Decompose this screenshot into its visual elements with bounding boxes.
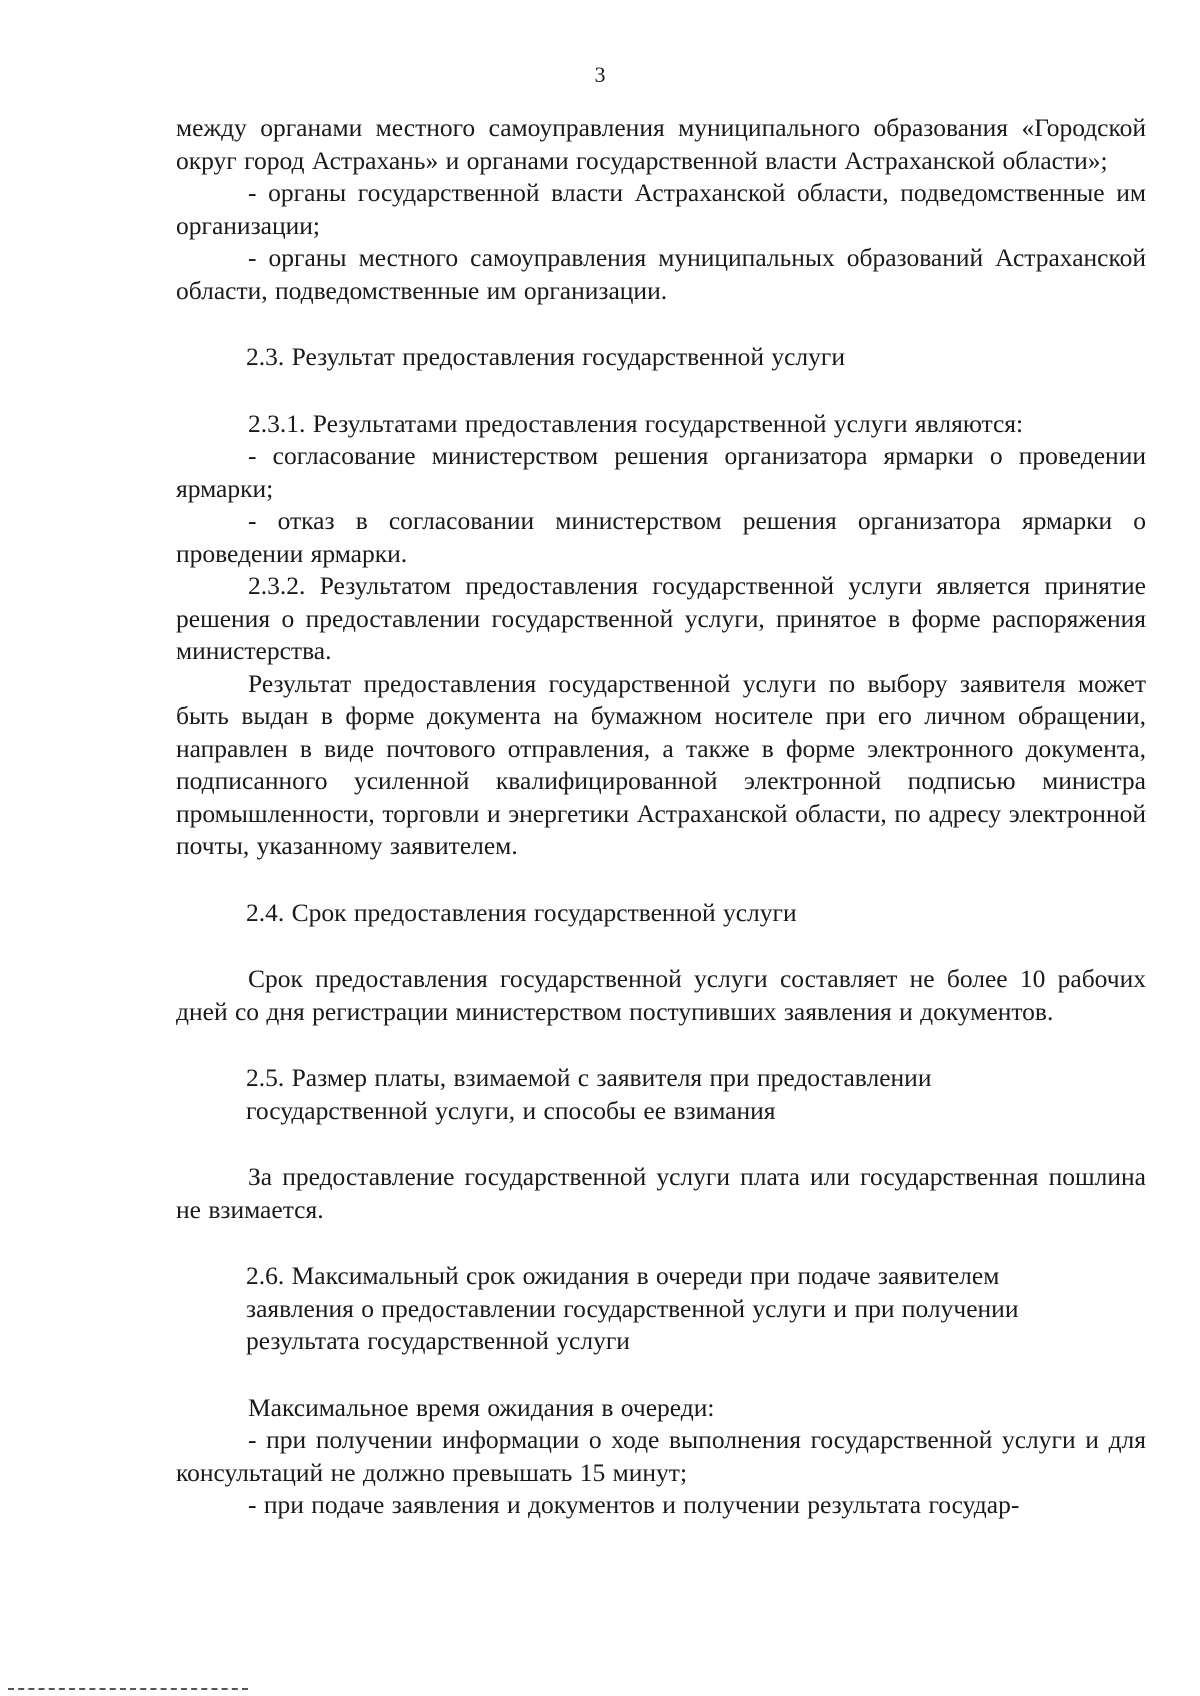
heading-line: 2.5. Размер платы, взимаемой с заявителя при предоставлении: [246, 1063, 932, 1092]
page-number: 3: [594, 62, 606, 87]
paragraph: За предоставление государственной услуги плата или государственная пошлина не взимается.: [176, 1162, 1146, 1224]
list-item: - отказ в согласовании министерством решения организатора ярмарки о проведении ярмарки.: [176, 506, 1146, 568]
paragraph: Максимальное время ожидания в очереди:: [248, 1392, 715, 1422]
list-item: - органы местного самоуправления муниципальных образований Астраханской области, подведомственные им организации.: [176, 243, 1146, 305]
section-heading-2-6: [176, 1260, 1146, 1358]
list-item: - при получении информации о ходе выполнения государственной услуги и для консультаций не должно превышать 15 минут;: [176, 1425, 1146, 1487]
section-heading-2-5: [176, 1062, 1146, 1127]
heading-line: результата государственной услуги: [246, 1326, 630, 1355]
document-body: [176, 112, 1146, 1522]
paragraph: 2.3.1. Результатами предоставления государственной услуги являются:: [248, 408, 1024, 438]
list-item: - при подаче заявления и документов и получении результата государ-: [248, 1490, 1020, 1519]
heading-line: 2.6. Максимальный срок ожидания в очереди при подаче заявителем: [246, 1261, 1000, 1290]
section-heading-2-4: 2.4. Срок предоставления государственной услуги: [246, 897, 797, 927]
heading-line: заявления о предоставлении государственной услуги и при получении: [246, 1293, 1019, 1323]
paragraph: между органами местного самоуправления муниципального образования «Городской округ город Астрахань» и органами государственной власти Астраханской области»;: [176, 113, 1146, 175]
paragraph: Срок предоставления государственной услуги составляет не более 10 рабочих дней со дня регистрации министерством поступивших заявления и документов.: [176, 964, 1146, 1026]
paragraph: Результат предоставления государственной услуги по выбору заявителя может быть выдан в форме документа на бумажном носителе при его личном обращении, направлен в виде почтового отправления, а также в форме электронного документа, подписанного усиленной квалифицированной электронной подписью министра промышленности, торговли и энергетики Астраханской области, по адресу электронной почты, указанному заявителем.: [176, 668, 1146, 860]
list-item: - согласование министерством решения организатора ярмарки о проведении ярмарки;: [176, 441, 1146, 503]
list-item: - органы государственной власти Астраханской области, подведомственные им организации;: [176, 178, 1146, 240]
section-heading-2-3: 2.3. Результат предоставления государственной услуги: [246, 342, 846, 371]
paragraph: 2.3.2. Результатом предоставления государственной услуги является принятие решения о предоставлении государственной услуги, принятое в форме распоряжения министерства.: [176, 571, 1146, 665]
heading-line: государственной услуги, и способы ее взимания: [246, 1095, 776, 1125]
scan-edge-line: [8, 1688, 248, 1692]
